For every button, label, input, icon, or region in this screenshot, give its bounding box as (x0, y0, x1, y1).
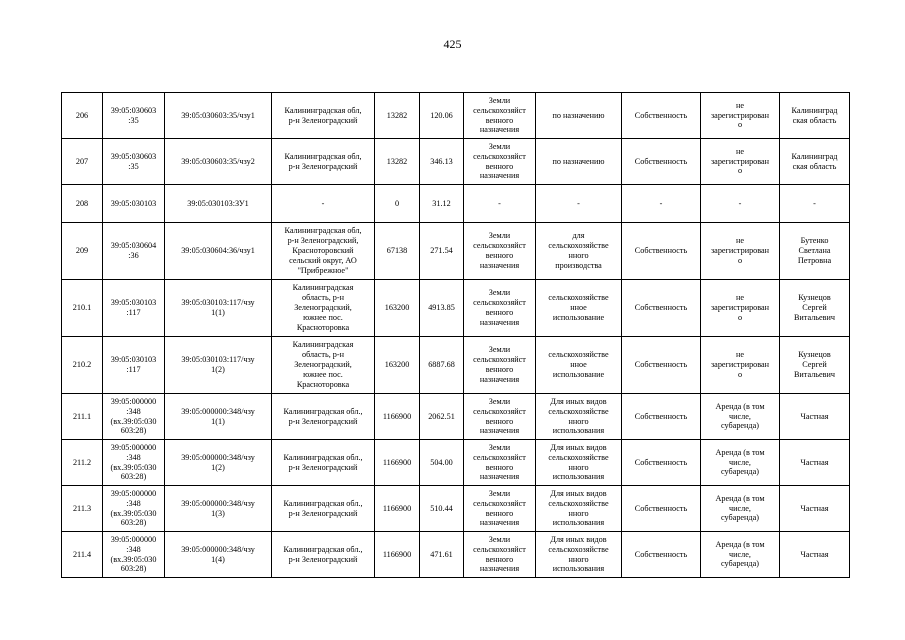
address-cell: - (272, 185, 375, 223)
ownership-type-cell: Собственность (622, 93, 701, 139)
part-area-cell: 2062.51 (420, 394, 464, 440)
part-number-cell: 39:05:000000:348/чзу 1(1) (165, 394, 272, 440)
cadastral-number-cell: 39:05:000000 :348 (вх.39:05:030 603:28) (103, 486, 165, 532)
row-number-cell: 209 (62, 223, 103, 280)
part-area-cell: 471.61 (420, 532, 464, 578)
row-number-cell: 206 (62, 93, 103, 139)
table-row (62, 486, 850, 532)
land-category-cell: Земли сельскохозяйст венного назначения (464, 93, 536, 139)
rights-holder-cell: - (780, 185, 850, 223)
permitted-use-cell: по назначению (536, 139, 622, 185)
land-category-cell: Земли сельскохозяйст венного назначения (464, 280, 536, 337)
rights-holder-cell: Частная (780, 532, 850, 578)
ownership-type-cell: - (622, 185, 701, 223)
area-cell: 1166900 (375, 440, 420, 486)
part-number-cell: 39:05:030603:35/чзу1 (165, 93, 272, 139)
encumbrance-cell: не зарегистрирован о (701, 93, 780, 139)
rights-holder-cell: Кузнецов Сергей Витальевич (780, 280, 850, 337)
row-number-cell: 210.1 (62, 280, 103, 337)
rights-holder-cell: Частная (780, 394, 850, 440)
part-number-cell: 39:05:030603:35/чзу2 (165, 139, 272, 185)
encumbrance-cell: Аренда (в том числе, субаренда) (701, 486, 780, 532)
rights-holder-cell: Калининград ская область (780, 139, 850, 185)
part-number-cell: 39:05:030103:ЗУ1 (165, 185, 272, 223)
part-number-cell: 39:05:000000:348/чзу 1(3) (165, 486, 272, 532)
land-category-cell: Земли сельскохозяйст венного назначения (464, 223, 536, 280)
land-category-cell: Земли сельскохозяйст венного назначения (464, 394, 536, 440)
cadastral-number-cell: 39:05:030103 :117 (103, 280, 165, 337)
page-number: 425 (443, 37, 462, 51)
row-number-cell: 208 (62, 185, 103, 223)
part-area-cell: 346.13 (420, 139, 464, 185)
address-cell: Калининградская обл, р-н Зеленоградский, Красноторовский сельский округ, АО "Прибрежное" (272, 223, 375, 280)
ownership-type-cell: Собственность (622, 337, 701, 394)
rights-holder-cell: Калининград ская область (780, 93, 850, 139)
part-area-cell: 4913.85 (420, 280, 464, 337)
encumbrance-cell: Аренда (в том числе, субаренда) (701, 532, 780, 578)
table-row (62, 532, 850, 578)
permitted-use-cell: Для иных видов сельскохозяйстве нного использования (536, 440, 622, 486)
ownership-type-cell: Собственность (622, 280, 701, 337)
rights-holder-cell: Частная (780, 486, 850, 532)
table-row (62, 440, 850, 486)
part-area-cell: 510.44 (420, 486, 464, 532)
area-cell: 163200 (375, 280, 420, 337)
ownership-type-cell: Собственность (622, 532, 701, 578)
ownership-type-cell: Собственность (622, 223, 701, 280)
part-area-cell: 504.00 (420, 440, 464, 486)
part-area-cell: 31.12 (420, 185, 464, 223)
area-cell: 1166900 (375, 486, 420, 532)
permitted-use-cell: сельскохозяйстве нное использование (536, 337, 622, 394)
table-row (62, 139, 850, 185)
ownership-type-cell: Собственность (622, 394, 701, 440)
area-cell: 1166900 (375, 394, 420, 440)
land-category-cell: Земли сельскохозяйст венного назначения (464, 532, 536, 578)
permitted-use-cell: по назначению (536, 93, 622, 139)
rights-holder-cell: Кузнецов Сергей Витальевич (780, 337, 850, 394)
cadastral-number-cell: 39:05:030603 :35 (103, 139, 165, 185)
encumbrance-cell: Аренда (в том числе, субаренда) (701, 440, 780, 486)
permitted-use-cell: Для иных видов сельскохозяйстве нного использования (536, 394, 622, 440)
area-cell: 13282 (375, 139, 420, 185)
encumbrance-cell: - (701, 185, 780, 223)
row-number-cell: 207 (62, 139, 103, 185)
row-number-cell: 210.2 (62, 337, 103, 394)
area-cell: 163200 (375, 337, 420, 394)
part-number-cell: 39:05:030103:117/чзу 1(2) (165, 337, 272, 394)
area-cell: 1166900 (375, 532, 420, 578)
area-cell: 13282 (375, 93, 420, 139)
table-row (62, 337, 850, 394)
row-number-cell: 211.4 (62, 532, 103, 578)
cadastral-number-cell: 39:05:030103 (103, 185, 165, 223)
cadastral-number-cell: 39:05:030604 :36 (103, 223, 165, 280)
address-cell: Калининградская обл., р-н Зеленоградский (272, 394, 375, 440)
part-area-cell: 6887.68 (420, 337, 464, 394)
permitted-use-cell: Для иных видов сельскохозяйстве нного использования (536, 532, 622, 578)
cadastral-number-cell: 39:05:030603 :35 (103, 93, 165, 139)
table-row (62, 93, 850, 139)
permitted-use-cell: Для иных видов сельскохозяйстве нного использования (536, 486, 622, 532)
address-cell: Калининградская область, р-н Зеленоградский, южнее пос. Красноторовка (272, 280, 375, 337)
address-cell: Калининградская обл, р-н Зеленоградский (272, 93, 375, 139)
cadastral-number-cell: 39:05:030103 :117 (103, 337, 165, 394)
table-row (62, 394, 850, 440)
address-cell: Калининградская обл., р-н Зеленоградский (272, 440, 375, 486)
part-number-cell: 39:05:000000:348/чзу 1(2) (165, 440, 272, 486)
part-area-cell: 120.06 (420, 93, 464, 139)
encumbrance-cell: не зарегистрирован о (701, 139, 780, 185)
encumbrance-cell: не зарегистрирован о (701, 223, 780, 280)
permitted-use-cell: - (536, 185, 622, 223)
table-row (62, 280, 850, 337)
table-row (62, 223, 850, 280)
cadastral-number-cell: 39:05:000000 :348 (вх.39:05:030 603:28) (103, 394, 165, 440)
row-number-cell: 211.3 (62, 486, 103, 532)
parcels-table (61, 92, 850, 578)
table-row (62, 185, 850, 223)
rights-holder-cell: Бутенко Светлана Петровна (780, 223, 850, 280)
permitted-use-cell: сельскохозяйстве нное использование (536, 280, 622, 337)
encumbrance-cell: не зарегистрирован о (701, 337, 780, 394)
area-cell: 67138 (375, 223, 420, 280)
row-number-cell: 211.1 (62, 394, 103, 440)
part-number-cell: 39:05:000000:348/чзу 1(4) (165, 532, 272, 578)
land-category-cell: - (464, 185, 536, 223)
rights-holder-cell: Частная (780, 440, 850, 486)
land-category-cell: Земли сельскохозяйст венного назначения (464, 139, 536, 185)
address-cell: Калининградская обл, р-н Зеленоградский (272, 139, 375, 185)
cadastral-number-cell: 39:05:000000 :348 (вх.39:05:030 603:28) (103, 440, 165, 486)
part-number-cell: 39:05:030103:117/чзу 1(1) (165, 280, 272, 337)
land-category-cell: Земли сельскохозяйст венного назначения (464, 440, 536, 486)
encumbrance-cell: не зарегистрирован о (701, 280, 780, 337)
ownership-type-cell: Собственность (622, 486, 701, 532)
address-cell: Калининградская обл., р-н Зеленоградский (272, 486, 375, 532)
cadastral-number-cell: 39:05:000000 :348 (вх.39:05:030 603:28) (103, 532, 165, 578)
ownership-type-cell: Собственность (622, 139, 701, 185)
ownership-type-cell: Собственность (622, 440, 701, 486)
encumbrance-cell: Аренда (в том числе, субаренда) (701, 394, 780, 440)
part-number-cell: 39:05:030604:36/чзу1 (165, 223, 272, 280)
address-cell: Калининградская обл., р-н Зеленоградский (272, 532, 375, 578)
land-category-cell: Земли сельскохозяйст венного назначения (464, 486, 536, 532)
part-area-cell: 271.54 (420, 223, 464, 280)
address-cell: Калининградская область, р-н Зеленоградский, южнее пос. Красноторовка (272, 337, 375, 394)
area-cell: 0 (375, 185, 420, 223)
land-category-cell: Земли сельскохозяйст венного назначения (464, 337, 536, 394)
row-number-cell: 211.2 (62, 440, 103, 486)
permitted-use-cell: для сельскохозяйстве нного производства (536, 223, 622, 280)
